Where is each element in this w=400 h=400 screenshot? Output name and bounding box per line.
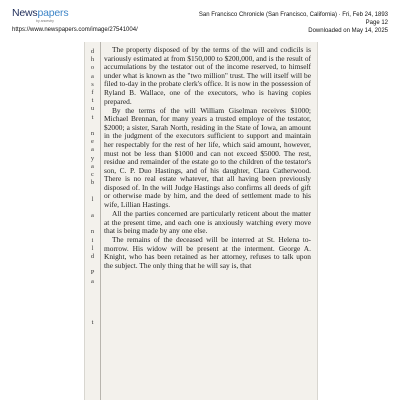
publication-info bbox=[199, 11, 388, 35]
logo-tagline: by ancestry bbox=[36, 19, 54, 23]
gutter-letter: t bbox=[91, 113, 94, 121]
article-paragraph: The remains of the deceased will be interred at St. Helena to-morrow. His widow will be present at the interment. George A. Knight, who has been retained as her attorney, refuses to talk upon the subject. The only thing that he will say is, that bbox=[104, 235, 311, 271]
newspapers-logo bbox=[12, 7, 69, 24]
gutter-letter: t bbox=[91, 318, 94, 326]
gutter-letter bbox=[85, 261, 100, 269]
logo-secondary: papers bbox=[37, 7, 69, 19]
logo-primary: News bbox=[12, 7, 38, 19]
gutter-letter bbox=[85, 204, 100, 212]
gutter-letter: P bbox=[90, 269, 95, 277]
gutter-letter: h bbox=[90, 56, 95, 64]
gutter-letter: t bbox=[91, 97, 94, 105]
gutter-letter bbox=[85, 286, 100, 294]
gutter-letter bbox=[85, 187, 100, 195]
gutter-letter bbox=[85, 220, 100, 228]
article-paragraph: By the terms of the will William Giselman receives $1000; Michael Brennan, for many years a trusted employe of the testator, $2000; a sister, Sarah North, residing in the State of Iowa, an amount in the judgment of the executors sufficient to support and maintain her respectably for the rest of her life, which said amount, however, must not be less than $1000 and can not exceed $5000. The rest, residue and remainder of the estate go to the children of the testator's son, C. P. Duo Hastings, and of his daughter, Clara Catherwood. There is no real estate whatever, that all having been previously disposed of. In the will Judge Hastings also confirms all deeds of gift or otherwise made by him, and the deed of settlement made to his wife, Lillian Hastings. bbox=[104, 105, 311, 210]
gutter-letter: a bbox=[91, 162, 94, 170]
image-url: https://www.newspapers.com/image/27541004/ bbox=[12, 27, 138, 33]
gutter-letter: e bbox=[91, 138, 94, 146]
article-body bbox=[104, 46, 311, 271]
article-paragraph: The property disposed of by the terms of the will and codicils is variously estimated at from $150,000 to $200,000, and is the result of accumulations by the testator out of the income reserved, to himself under what is known as the "two million" trust. The will itself will be filed to-day in the probate clerk's office. It is now in the possession of Ryland B. Wallace, one of the executors, who is having copies prepared. bbox=[104, 45, 311, 106]
gutter-letter: s bbox=[91, 80, 94, 88]
gutter-letter bbox=[85, 302, 100, 310]
publication-title: San Francisco Chronicle (San Francisco, California) · Fri, Feb 24, 1893 bbox=[198, 12, 388, 18]
gutter-letter: o bbox=[90, 64, 95, 72]
gutter-letter: c bbox=[91, 171, 94, 179]
gutter-letter bbox=[85, 294, 100, 302]
gutter-letter: d bbox=[90, 253, 95, 261]
gutter-letter: a bbox=[91, 277, 94, 285]
gutter-letter: f bbox=[91, 89, 94, 97]
gutter-letter: n bbox=[90, 228, 95, 236]
gutter-letter: l bbox=[91, 195, 94, 203]
page-header bbox=[0, 0, 400, 40]
gutter-letter: n bbox=[90, 130, 95, 138]
gutter-letter: a bbox=[91, 72, 94, 80]
gutter-letter: a bbox=[91, 212, 94, 220]
gutter-letter: y bbox=[90, 154, 95, 162]
gutter-letter: b bbox=[90, 179, 95, 187]
gutter-letter: i bbox=[91, 236, 94, 244]
download-date: Downloaded on May 14, 2025 bbox=[308, 28, 388, 34]
adjacent-column-fragment bbox=[85, 42, 101, 400]
gutter-letter: d bbox=[90, 48, 95, 55]
newspaper-clipping bbox=[84, 42, 318, 400]
gutter-letter bbox=[85, 335, 100, 343]
gutter-letter: l bbox=[91, 244, 94, 252]
gutter-letter: a bbox=[91, 146, 94, 154]
gutter-letter: u bbox=[90, 105, 95, 113]
gutter-letter bbox=[85, 311, 100, 319]
article-paragraph: All the parties concerned are particularly reticent about the matter at the present time, and each one is anxiously watching every move that is being made by any one else. bbox=[104, 209, 311, 236]
page-number: Page 12 bbox=[365, 20, 388, 26]
gutter-letter bbox=[85, 122, 100, 130]
gutter-letter bbox=[85, 327, 100, 335]
